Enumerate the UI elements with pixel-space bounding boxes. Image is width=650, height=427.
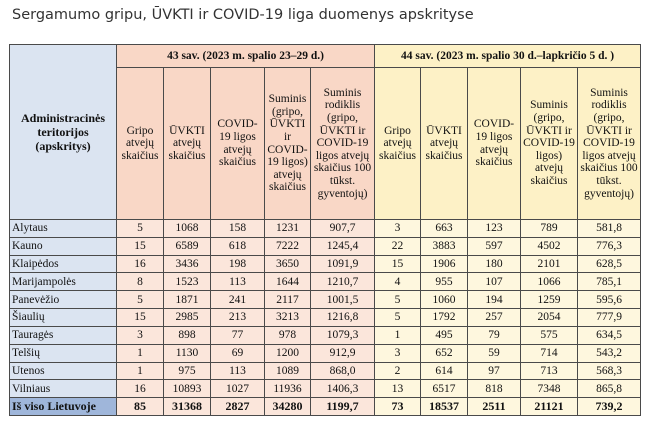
week1-ari-cases-cell: 975 (164, 362, 211, 380)
total-label: Iš viso Lietuvoje (10, 398, 117, 416)
week2-header: 44 sav. (2023 m. spalio 30 d.–lapkričio 5 d. ) (375, 45, 641, 68)
week2-ari-cases-cell: 1060 (421, 291, 468, 309)
week1-flu-cases-cell: 85 (117, 398, 164, 416)
table-row-vilniaus (10, 380, 641, 398)
week2-rate-per-100k-cell: 776,3 (578, 237, 641, 255)
week2-ari-cases-cell: 495 (421, 326, 468, 344)
week1-rate-per-100k-cell: 1216,8 (311, 309, 375, 327)
week2-ari-cases-cell: 6517 (421, 380, 468, 398)
region-name: Panevėžio (10, 291, 117, 309)
week2-total-cases-cell: 789 (521, 220, 578, 238)
week1-rate-per-100k-cell: 912,9 (311, 344, 375, 362)
week1-ari-cases-cell: 2985 (164, 309, 211, 327)
week1-covid-cases-cell: 241 (211, 291, 265, 309)
week1-flu-cases-cell: 5 (117, 291, 164, 309)
week1-col-covid-cases-header: COVID-19 ligos atvejų skaičius (211, 68, 265, 220)
week2-flu-cases-cell: 3 (375, 344, 421, 362)
week2-total-cases-cell: 7348 (521, 380, 578, 398)
week1-rate-per-100k-cell: 1091,9 (311, 255, 375, 273)
week1-covid-cases-cell: 1027 (211, 380, 265, 398)
week1-ari-cases-cell: 10893 (164, 380, 211, 398)
table-row-kauno (10, 237, 641, 255)
week2-flu-cases-cell: 22 (375, 237, 421, 255)
region-name: Telšių (10, 344, 117, 362)
week2-flu-cases-cell: 13 (375, 380, 421, 398)
week1-covid-cases-cell: 618 (211, 237, 265, 255)
table-row-alytaus (10, 220, 641, 238)
week1-rate-per-100k-cell: 1199,7 (311, 398, 375, 416)
week2-total-cases-cell: 1066 (521, 273, 578, 291)
table-row-telsiu (10, 344, 641, 362)
week2-covid-cases-cell: 257 (468, 309, 521, 327)
week2-covid-cases-cell: 59 (468, 344, 521, 362)
week2-flu-cases-cell: 4 (375, 273, 421, 291)
total-row (10, 398, 641, 416)
week1-flu-cases-cell: 5 (117, 220, 164, 238)
week2-total-cases-cell: 4502 (521, 237, 578, 255)
week2-covid-cases-cell: 79 (468, 326, 521, 344)
week1-col-flu-cases-header: Gripo atvejų skaičius (117, 68, 164, 220)
week1-ari-cases-cell: 1068 (164, 220, 211, 238)
week1-flu-cases-cell: 15 (117, 237, 164, 255)
week1-ari-cases-cell: 1871 (164, 291, 211, 309)
week2-covid-cases-cell: 194 (468, 291, 521, 309)
week2-flu-cases-cell: 3 (375, 220, 421, 238)
week1-covid-cases-cell: 113 (211, 362, 265, 380)
week2-covid-cases-cell: 597 (468, 237, 521, 255)
week1-flu-cases-cell: 8 (117, 273, 164, 291)
week1-covid-cases-cell: 198 (211, 255, 265, 273)
week1-covid-cases-cell: 2827 (211, 398, 265, 416)
table-row-siauliu (10, 309, 641, 327)
week1-col-total-cases-header: Suminis (gripo, ŪVKTI ir COVID-19 ligos) atvejų skaičius (265, 68, 311, 220)
week1-total-cases-cell: 34280 (265, 398, 311, 416)
week1-total-cases-cell: 7222 (265, 237, 311, 255)
week1-col-rate-per-100k-header: Suminis rodiklis (gripo, ŪVKTI ir COVID-19 ligos atvejų skaičius 100 tūkst. gyventojų) (311, 68, 375, 220)
week1-col-ari-cases-header: ŪVKTI atvejų skaičius (164, 68, 211, 220)
week1-total-cases-cell: 11936 (265, 380, 311, 398)
week1-flu-cases-cell: 1 (117, 362, 164, 380)
week2-ari-cases-cell: 614 (421, 362, 468, 380)
week2-covid-cases-cell: 818 (468, 380, 521, 398)
week2-col-flu-cases-header: Gripo atvejų skaičius (375, 68, 421, 220)
region-name: Šiaulių (10, 309, 117, 327)
week1-ari-cases-cell: 1130 (164, 344, 211, 362)
region-name: Vilniaus (10, 380, 117, 398)
week2-col-total-cases-header: Suminis (gripo, ŪVKTI ir COVID-19 ligos) atvejų skaičius (521, 68, 578, 220)
week2-flu-cases-cell: 73 (375, 398, 421, 416)
page-title: Sergamumo gripu, ŪVKTI ir COVID-19 liga duomenys apskrityse (12, 7, 474, 23)
week2-ari-cases-cell: 663 (421, 220, 468, 238)
week1-flu-cases-cell: 16 (117, 255, 164, 273)
week1-flu-cases-cell: 3 (117, 326, 164, 344)
week1-flu-cases-cell: 16 (117, 380, 164, 398)
week2-rate-per-100k-cell: 581,8 (578, 220, 641, 238)
week2-rate-per-100k-cell: 739,2 (578, 398, 641, 416)
week1-covid-cases-cell: 213 (211, 309, 265, 327)
table-row-klaipedos (10, 255, 641, 273)
week1-total-cases-cell: 978 (265, 326, 311, 344)
week1-covid-cases-cell: 158 (211, 220, 265, 238)
week2-total-cases-cell: 2101 (521, 255, 578, 273)
week2-total-cases-cell: 713 (521, 362, 578, 380)
week2-ari-cases-cell: 955 (421, 273, 468, 291)
week2-ari-cases-cell: 3883 (421, 237, 468, 255)
corner-header: Administracinės teritorijos (apskritys) (10, 45, 117, 220)
week2-rate-per-100k-cell: 543,2 (578, 344, 641, 362)
week1-covid-cases-cell: 77 (211, 326, 265, 344)
week2-rate-per-100k-cell: 777,9 (578, 309, 641, 327)
table-row-panevezio (10, 291, 641, 309)
region-name: Marijampolės (10, 273, 117, 291)
week2-rate-per-100k-cell: 865,8 (578, 380, 641, 398)
week1-rate-per-100k-cell: 1001,5 (311, 291, 375, 309)
week1-total-cases-cell: 2117 (265, 291, 311, 309)
week2-col-ari-cases-header: ŪVKTI atvejų skaičius (421, 68, 468, 220)
week1-total-cases-cell: 1231 (265, 220, 311, 238)
week2-covid-cases-cell: 107 (468, 273, 521, 291)
table-row-marijampoles (10, 273, 641, 291)
region-name: Utenos (10, 362, 117, 380)
week1-total-cases-cell: 3650 (265, 255, 311, 273)
week1-rate-per-100k-cell: 1210,7 (311, 273, 375, 291)
week1-rate-per-100k-cell: 1406,3 (311, 380, 375, 398)
week2-rate-per-100k-cell: 568,3 (578, 362, 641, 380)
week2-total-cases-cell: 714 (521, 344, 578, 362)
week1-total-cases-cell: 1089 (265, 362, 311, 380)
week2-covid-cases-cell: 123 (468, 220, 521, 238)
week1-total-cases-cell: 1200 (265, 344, 311, 362)
week1-header: 43 sav. (2023 m. spalio 23–29 d.) (117, 45, 375, 68)
data-table (9, 44, 641, 416)
week2-ari-cases-cell: 18537 (421, 398, 468, 416)
week2-flu-cases-cell: 15 (375, 255, 421, 273)
week2-col-covid-cases-header: COVID-19 ligos atvejų skaičius (468, 68, 521, 220)
week2-total-cases-cell: 21121 (521, 398, 578, 416)
region-name: Kauno (10, 237, 117, 255)
week1-flu-cases-cell: 15 (117, 309, 164, 327)
region-name: Klaipėdos (10, 255, 117, 273)
week1-covid-cases-cell: 113 (211, 273, 265, 291)
week1-covid-cases-cell: 69 (211, 344, 265, 362)
week2-total-cases-cell: 1259 (521, 291, 578, 309)
week1-total-cases-cell: 1644 (265, 273, 311, 291)
week2-covid-cases-cell: 2511 (468, 398, 521, 416)
week1-rate-per-100k-cell: 907,7 (311, 220, 375, 238)
week1-rate-per-100k-cell: 868,0 (311, 362, 375, 380)
week2-ari-cases-cell: 1906 (421, 255, 468, 273)
week2-rate-per-100k-cell: 628,5 (578, 255, 641, 273)
week1-ari-cases-cell: 31368 (164, 398, 211, 416)
week2-covid-cases-cell: 97 (468, 362, 521, 380)
week1-ari-cases-cell: 3436 (164, 255, 211, 273)
week2-col-rate-per-100k-header: Suminis rodiklis (gripo, ŪVKTI ir COVID-19 ligos atvejų skaičius 100 tūkst. gyventojų) (578, 68, 641, 220)
week1-rate-per-100k-cell: 1079,3 (311, 326, 375, 344)
week1-ari-cases-cell: 6589 (164, 237, 211, 255)
week1-flu-cases-cell: 1 (117, 344, 164, 362)
region-name: Alytaus (10, 220, 117, 238)
week2-ari-cases-cell: 652 (421, 344, 468, 362)
week2-rate-per-100k-cell: 785,1 (578, 273, 641, 291)
week2-flu-cases-cell: 5 (375, 291, 421, 309)
week2-flu-cases-cell: 1 (375, 326, 421, 344)
week2-total-cases-cell: 2054 (521, 309, 578, 327)
week2-flu-cases-cell: 2 (375, 362, 421, 380)
week1-rate-per-100k-cell: 1245,4 (311, 237, 375, 255)
week1-ari-cases-cell: 898 (164, 326, 211, 344)
week2-rate-per-100k-cell: 595,6 (578, 291, 641, 309)
week1-total-cases-cell: 3213 (265, 309, 311, 327)
table-row-utenos (10, 362, 641, 380)
week1-ari-cases-cell: 1523 (164, 273, 211, 291)
week2-ari-cases-cell: 1792 (421, 309, 468, 327)
week2-rate-per-100k-cell: 634,5 (578, 326, 641, 344)
table-row-taurages (10, 326, 641, 344)
week2-flu-cases-cell: 5 (375, 309, 421, 327)
week2-covid-cases-cell: 180 (468, 255, 521, 273)
region-name: Tauragės (10, 326, 117, 344)
week2-total-cases-cell: 575 (521, 326, 578, 344)
